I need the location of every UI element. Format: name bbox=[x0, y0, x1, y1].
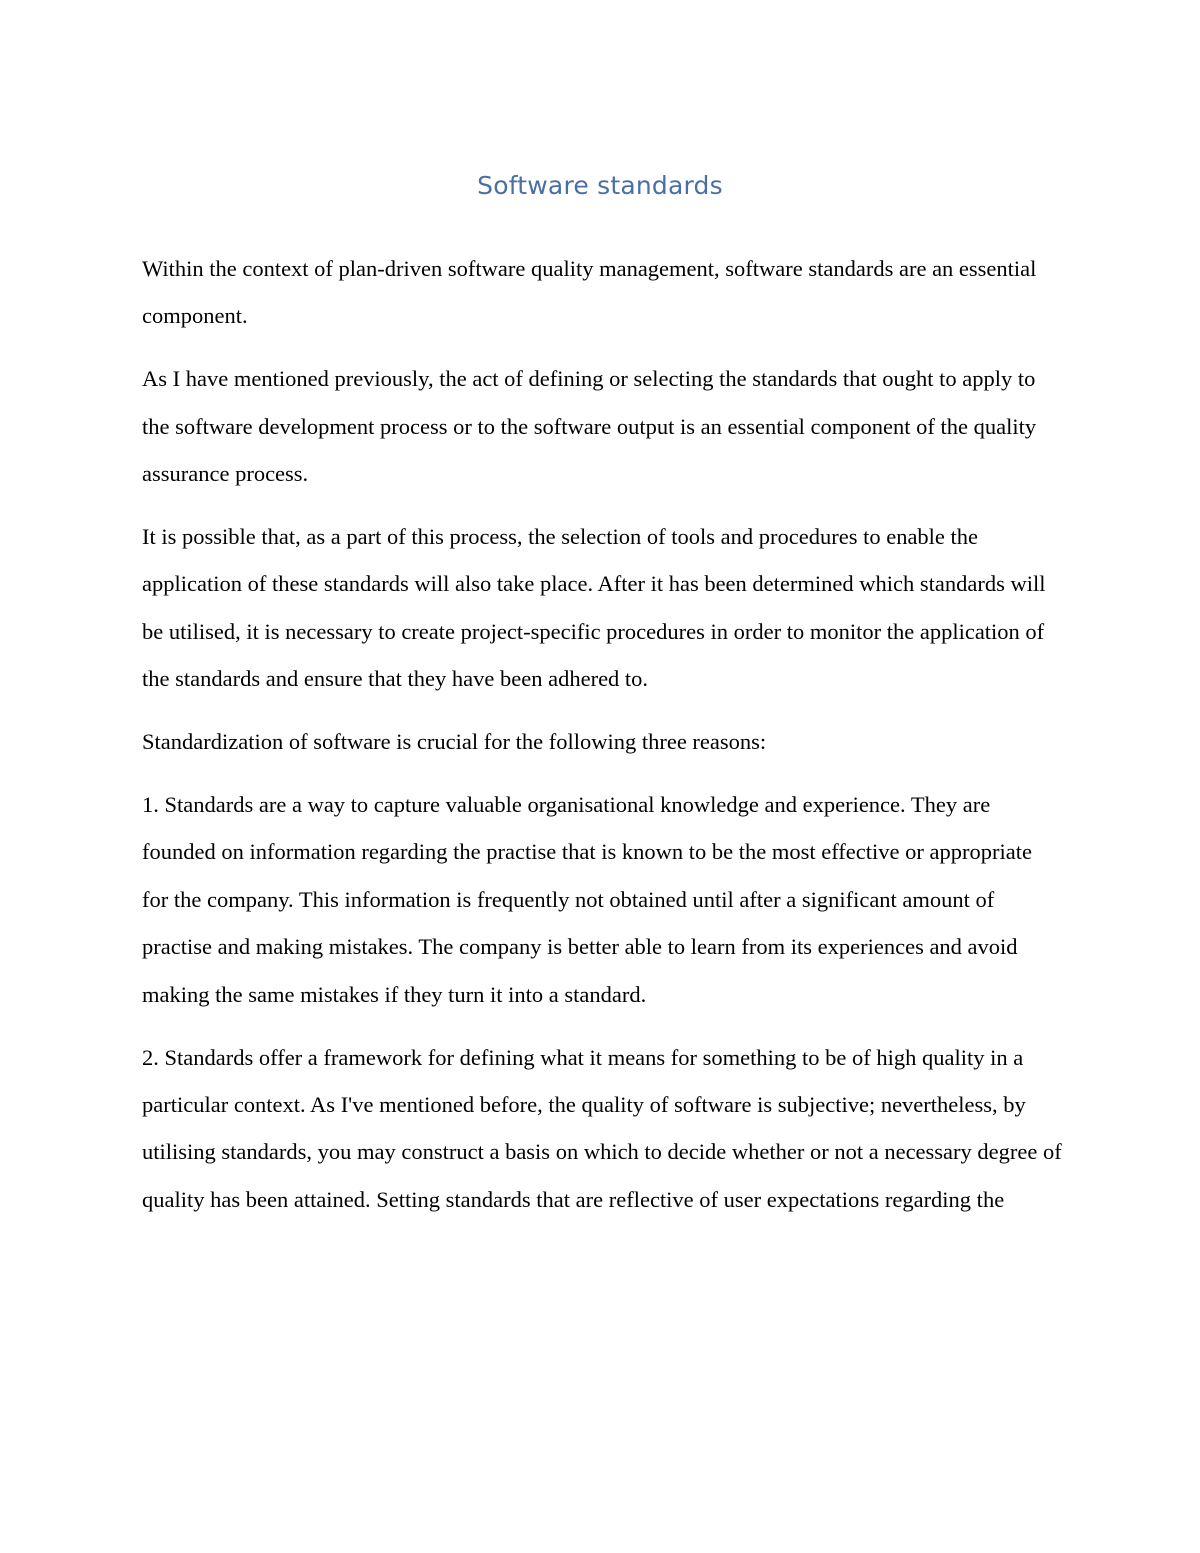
paragraph-reason-1: 1. Standards are a way to capture valuable organisational knowledge and experience. They are founded on information regarding the practise that is known to be the most effective or appropriate for the company. This information is frequently not obtained until after a significant amount of practise and making mistakes. The company is better able to learn from its experiences and avoid making the same mistakes if they turn it into a standard. bbox=[142, 792, 1032, 1007]
document-title: Software standards bbox=[477, 171, 723, 200]
paragraph-reason-2: 2. Standards offer a framework for defining what it means for something to be of high quality in a particular context. As I've mentioned before, the quality of software is subjective; nevertheless, by utilising standards, you may construct a basis on which to decide whether or not a necessary degree of quality has been attained. Setting standards that are reflective of user expectations regarding the bbox=[142, 1044, 1062, 1212]
document-body bbox=[142, 245, 1062, 1239]
paragraph-tools-procedures: It is possible that, as a part of this process, the selection of tools and procedures to enable the application of these standards will also take place. After it has been determined which standards will be utilised, it is necessary to create project-specific procedures in order to monitor the application of the standards and ensure that they have been adhered to. bbox=[142, 524, 1046, 692]
paragraph-intro: Within the context of plan-driven software quality management, software standards are an essential component. bbox=[142, 256, 1037, 329]
paragraph-standards-selection: As I have mentioned previously, the act of defining or selecting the standards that ought to apply to the software development process or to the software output is an essential component of the quality assurance process. bbox=[142, 366, 1037, 487]
paragraph-reasons-intro: Standardization of software is crucial for the following three reasons: bbox=[142, 729, 767, 755]
